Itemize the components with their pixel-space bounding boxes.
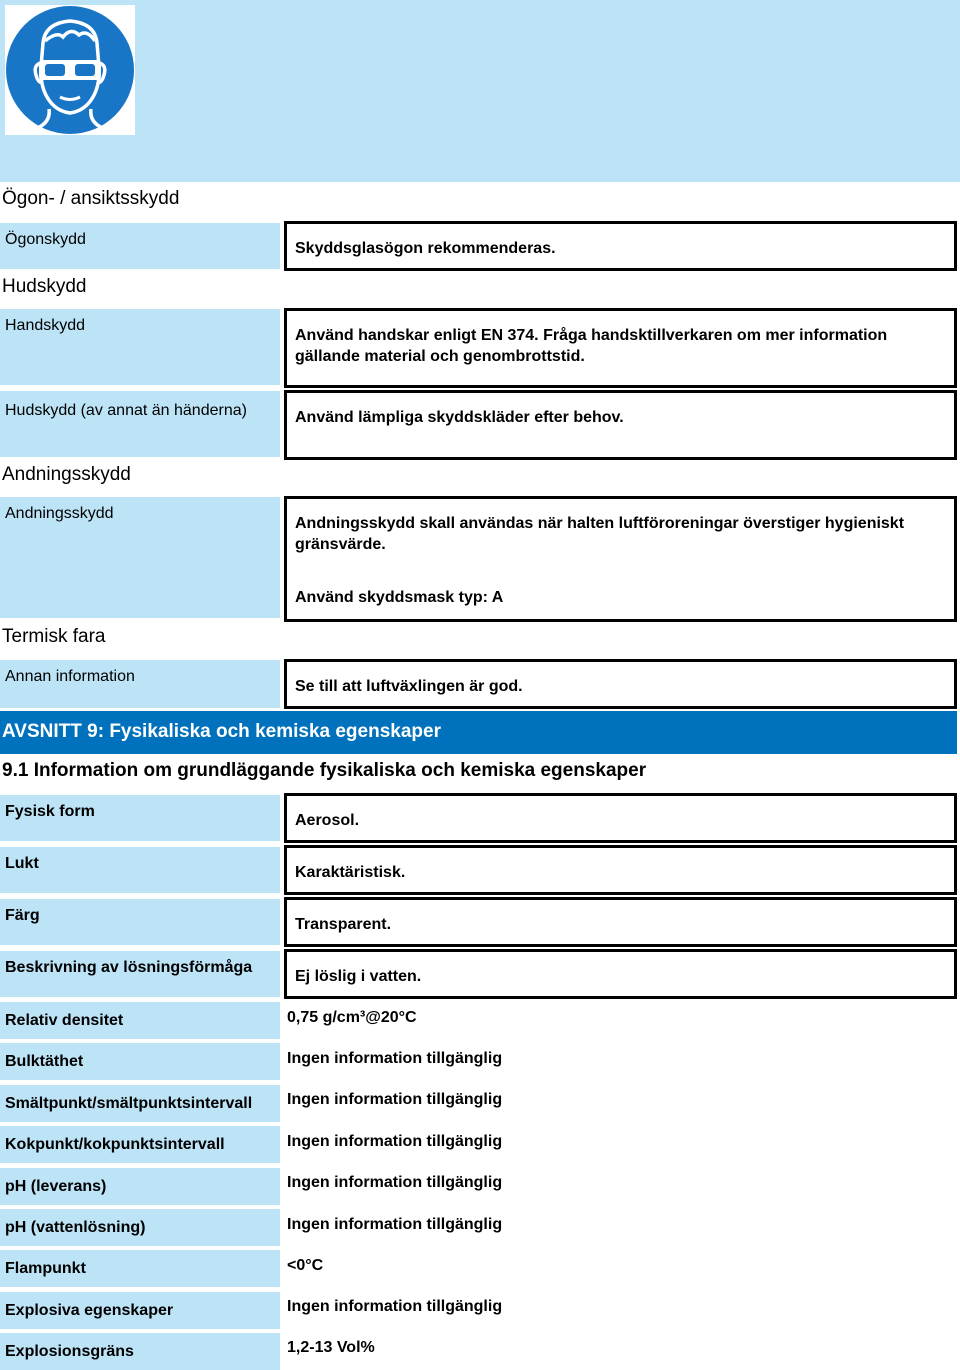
label-bulk-density: Bulktäthet — [0, 1043, 280, 1080]
label-eye-protection: Ögonskydd — [0, 223, 280, 269]
header-banner — [0, 0, 960, 182]
value-boiling-point: Ingen information tillgänglig — [287, 1133, 503, 1150]
section-9-1-title: 9.1 Information om grundläggande fysikaliska och kemiska egenskaper — [2, 760, 647, 781]
value-color: Transparent. — [284, 897, 957, 947]
value-hand-protection: Använd handskar enligt EN 374. Fråga handsktillverkaren om mer information gällande material och genombrottstid. — [284, 308, 957, 388]
label-melting-point: Smältpunkt/smältpunktsintervall — [0, 1085, 280, 1122]
label-physical-form: Fysisk form — [0, 795, 280, 841]
value-other-information: Se till att luftväxlingen är god. — [284, 659, 957, 709]
value-melting-point: Ingen information tillgänglig — [287, 1091, 503, 1108]
value-solubility: Ej löslig i vatten. — [284, 949, 957, 999]
value-ph-solution: Ingen information tillgänglig — [287, 1216, 503, 1233]
value-odor: Karaktäristisk. — [284, 845, 957, 895]
value-ph-delivery: Ingen information tillgänglig — [287, 1174, 503, 1191]
safety-goggles-mandatory-icon — [5, 5, 135, 135]
label-hand-protection: Handskydd — [0, 309, 280, 385]
section-title-eye-protection: Ögon- / ansiktsskydd — [2, 188, 180, 209]
label-respiratory-protection: Andningsskydd — [0, 497, 280, 618]
value-skin-protection-other: Använd lämpliga skyddskläder efter behov. — [284, 390, 957, 460]
section-title-skin-protection: Hudskydd — [2, 276, 87, 297]
label-ph-solution: pH (vattenlösning) — [0, 1209, 280, 1246]
section-9-header: AVSNITT 9: Fysikaliska och kemiska egenskaper — [0, 711, 957, 754]
label-flash-point: Flampunkt — [0, 1250, 280, 1287]
label-explosive-properties: Explosiva egenskaper — [0, 1292, 280, 1329]
label-odor: Lukt — [0, 847, 280, 893]
section-title-respiratory-protection: Andningsskydd — [2, 464, 131, 485]
value-explosive-properties: Ingen information tillgänglig — [287, 1298, 503, 1315]
label-boiling-point: Kokpunkt/kokpunktsintervall — [0, 1126, 280, 1163]
label-ph-delivery: pH (leverans) — [0, 1168, 280, 1205]
value-eye-protection: Skyddsglasögon rekommenderas. — [284, 221, 957, 271]
value-respiratory-protection: Andningsskydd skall användas när halten luftföroreningar överstiger hygieniskt gränsvärde. Använd skyddsmask typ: A — [284, 496, 957, 622]
value-physical-form: Aerosol. — [284, 793, 957, 843]
label-skin-protection-other: Hudskydd (av annat än händerna) — [0, 391, 280, 457]
value-bulk-density: Ingen information tillgänglig — [287, 1050, 503, 1067]
value-flash-point: <0°C — [287, 1257, 324, 1274]
label-explosion-limit: Explosionsgräns — [0, 1333, 280, 1370]
value-relative-density: 0,75 g/cm³@20°C — [287, 1009, 417, 1026]
section-title-thermal-hazards: Termisk fara — [2, 626, 106, 647]
label-color: Färg — [0, 899, 280, 945]
value-explosion-limit: 1,2-13 Vol% — [287, 1339, 375, 1356]
label-relative-density: Relativ densitet — [0, 1002, 280, 1039]
label-solubility: Beskrivning av lösningsförmåga — [0, 951, 280, 997]
label-other-information: Annan information — [0, 660, 280, 708]
